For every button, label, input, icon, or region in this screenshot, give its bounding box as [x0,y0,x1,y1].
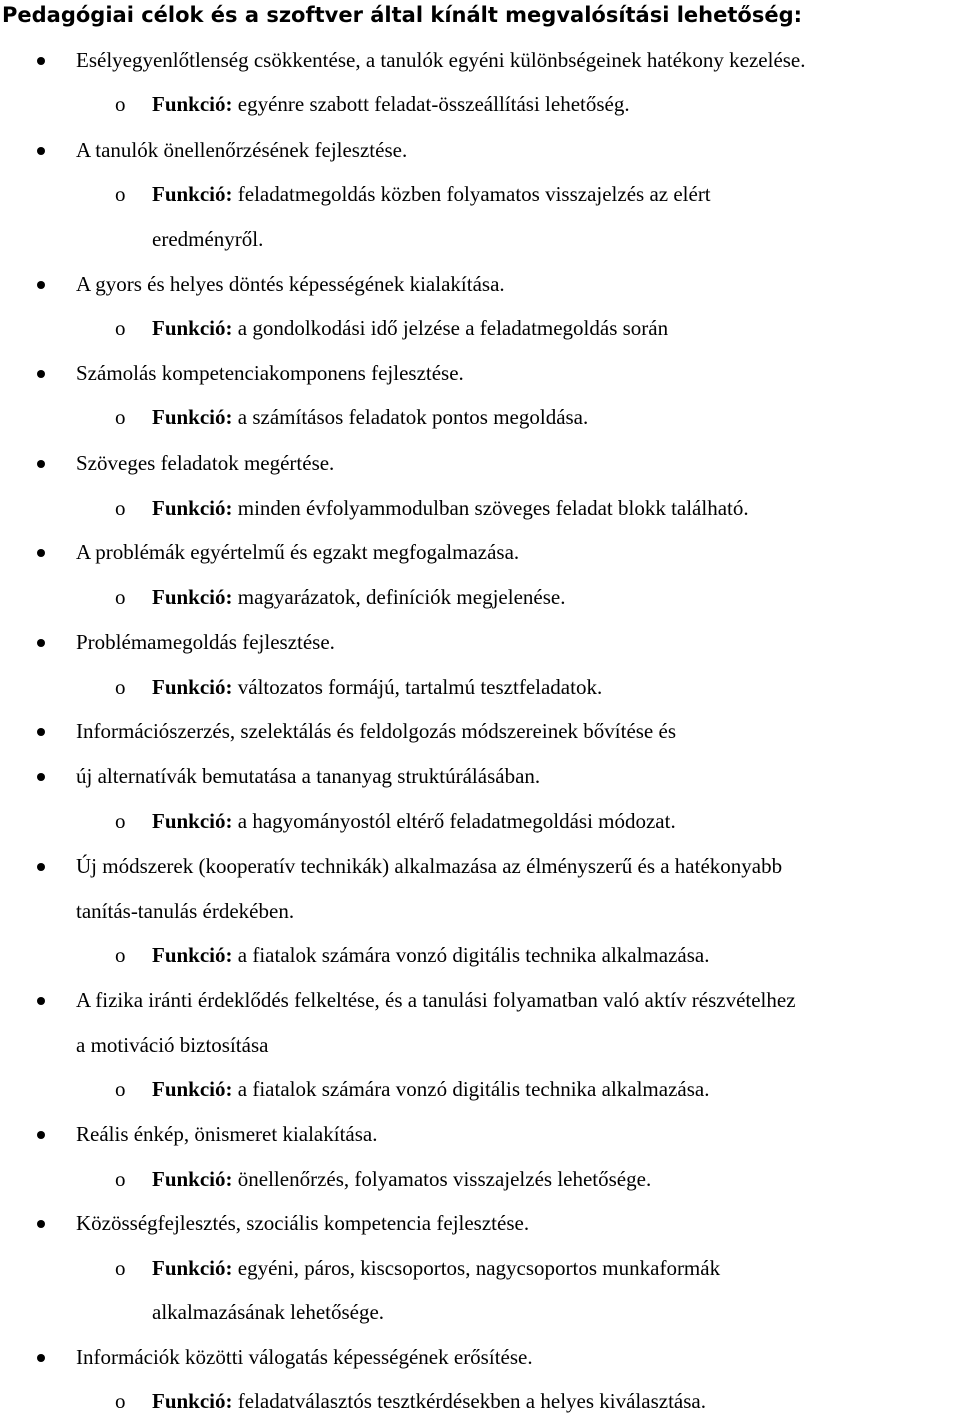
function-item-14 [152,1387,706,1415]
bullet-icon [37,728,45,736]
function-text: változatos formájú, tartalmú tesztfeladatok. [237,675,603,699]
goal-item-7: Problémamegoldás fejlesztése. [76,630,335,654]
goal-item-13: Közösségfejlesztés, szociális kompetencia fejlesztése. [76,1211,530,1235]
function-item-6 [152,583,565,611]
sub-bullet-icon: o [115,316,126,340]
function-label: Funkció: [152,316,233,340]
function-text: a hagyományostól eltérő feladatmegoldási módozat. [237,809,676,833]
function-text: minden évfolyammodulban szöveges feladat blokk található. [237,496,749,520]
function-text: feladatmegoldás közben folyamatos visszajelzés az elért [237,182,711,206]
sub-bullet-icon: o [115,1167,126,1191]
function-label: Funkció: [152,496,233,520]
function-text: önellenőrzés, folyamatos visszajelzés lehetősége. [237,1167,652,1191]
goal-item-11: A fizika iránti érdeklődés felkeltése, és a tanulási folyamatban való aktív részvételhez [76,988,796,1012]
function-text: feladatválasztós tesztkérdésekben a helyes kiválasztása. [237,1389,706,1413]
function-text: a gondolkodási idő jelzése a feladatmegoldás során [237,316,669,340]
page-title: Pedagógiai célok és a szoftver által kínált megvalósítási lehetőség: [2,3,803,27]
goal-item-12: Reális énkép, önismeret kialakítása. [76,1122,378,1146]
function-label: Funkció: [152,809,233,833]
function-item-9 [152,807,676,835]
goal-item-9: új alternatívák bemutatása a tananyag struktúrálásában. [76,764,541,788]
goal-item-2: A tanulók önellenőrzésének fejlesztése. [76,138,408,162]
function-item-4 [152,403,588,431]
function-text: a számításos feladatok pontos megoldása. [237,405,589,429]
bullet-icon [37,1131,45,1139]
function-label: Funkció: [152,585,233,609]
goal-item-3: A gyors és helyes döntés képességének kialakítása. [76,272,505,296]
goal-item-8: Információszerzés, szelektálás és feldolgozás módszereinek bővítése és [76,719,676,743]
function-item-3 [152,314,668,342]
sub-bullet-icon: o [115,809,126,833]
function-item-2 [152,180,711,208]
bullet-icon [37,1220,45,1228]
goal-item-6: A problémák egyértelmű és egzakt megfogalmazása. [76,540,520,564]
function-item-7 [152,673,602,701]
sub-bullet-icon: o [115,92,126,116]
goal-item-1: Esélyegyenlőtlenség csökkentése, a tanulók egyéni különbségeinek hatékony kezelése. [76,48,806,72]
sub-bullet-icon: o [115,585,126,609]
function-label: Funkció: [152,1167,233,1191]
function-label: Funkció: [152,1256,233,1280]
bullet-icon [37,1354,45,1362]
goal-item-14: Információk közötti válogatás képességének erősítése. [76,1345,533,1369]
function-label: Funkció: [152,182,233,206]
function-label: Funkció: [152,675,233,699]
function-item-2-cont: eredményről. [152,227,264,251]
goal-item-5: Szöveges feladatok megértése. [76,451,335,475]
function-item-13-cont: alkalmazásának lehetősége. [152,1300,385,1324]
function-label: Funkció: [152,1389,233,1413]
bullet-icon [37,460,45,468]
goal-item-4: Számolás kompetenciakomponens fejlesztése. [76,361,464,385]
bullet-icon [37,281,45,289]
function-label: Funkció: [152,943,233,967]
bullet-icon [37,370,45,378]
function-label: Funkció: [152,1077,233,1101]
sub-bullet-icon: o [115,1077,126,1101]
bullet-icon [37,997,45,1005]
bullet-icon [37,639,45,647]
bullet-icon [37,549,45,557]
sub-bullet-icon: o [115,943,126,967]
function-label: Funkció: [152,405,233,429]
goal-item-11-cont: a motiváció biztosítása [76,1033,269,1057]
function-item-12 [152,1165,651,1193]
function-item-13 [152,1254,720,1282]
function-text: a fiatalok számára vonzó digitális technika alkalmazása. [237,943,710,967]
sub-bullet-icon: o [115,496,126,520]
bullet-icon [37,147,45,155]
function-item-1 [152,90,630,118]
sub-bullet-icon: o [115,182,126,206]
function-text: egyéni, páros, kiscsoportos, nagycsoportos munkaformák [237,1256,721,1280]
function-text: magyarázatok, definíciók megjelenése. [237,585,566,609]
function-label: Funkció: [152,92,233,116]
sub-bullet-icon: o [115,1256,126,1280]
function-item-11 [152,1075,709,1103]
sub-bullet-icon: o [115,405,126,429]
bullet-icon [37,773,45,781]
sub-bullet-icon: o [115,675,126,699]
goal-item-10-cont: tanítás-tanulás érdekében. [76,899,295,923]
bullet-icon [37,863,45,871]
function-text: a fiatalok számára vonzó digitális technika alkalmazása. [237,1077,710,1101]
bullet-icon [37,57,45,65]
function-text: egyénre szabott feladat-összeállítási lehetőség. [237,92,630,116]
goal-item-10: Új módszerek (kooperatív technikák) alkalmazása az élményszerű és a hatékonyabb [76,854,783,878]
function-item-5 [152,494,749,522]
sub-bullet-icon: o [115,1389,126,1413]
function-item-10 [152,941,709,969]
